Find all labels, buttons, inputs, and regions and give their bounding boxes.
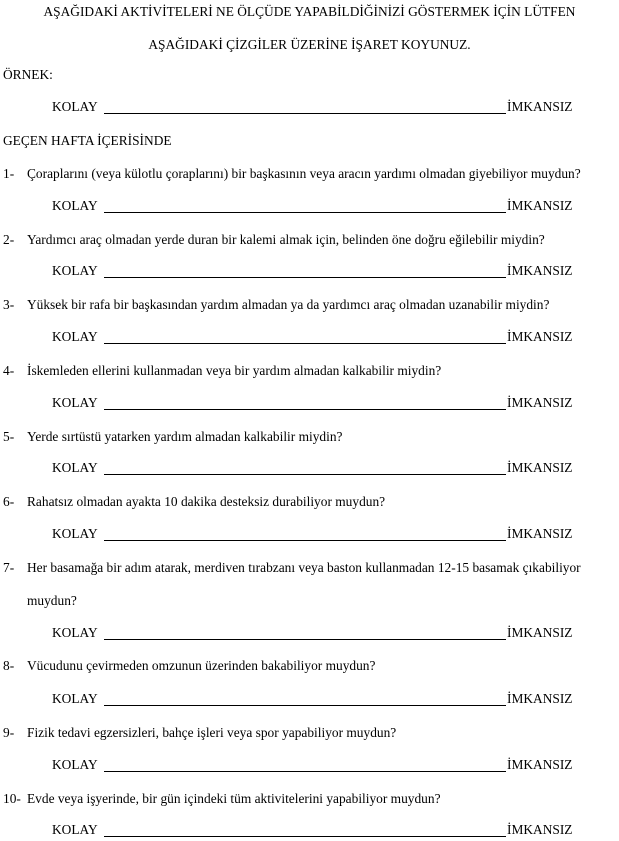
example-scale: [0, 99, 619, 117]
question-number: 5-: [3, 429, 15, 444]
scale-left-label: KOLAY: [52, 526, 98, 541]
scale-left-label: KOLAY: [52, 329, 98, 344]
question-text: Yüksek bir rafa bir başkasından yardım almadan ya da yardımcı araç olmadan uzanabilir miydin?: [27, 297, 550, 312]
question-number: 7-: [3, 560, 15, 575]
section-title: GEÇEN HAFTA İÇERİSİNDE: [3, 133, 172, 148]
instructions-line-1: AŞAĞIDAKİ AKTİVİTELERİ NE ÖLÇÜDE YAPABİLDİĞİNİZİ GÖSTERMEK İÇİN LÜTFEN: [43, 4, 576, 19]
question-2-scale: [0, 263, 619, 281]
scale-line[interactable]: [104, 474, 506, 475]
question-text-continued: muydun?: [27, 593, 77, 608]
question-text: Yerde sırtüstü yatarken yardım almadan kalkabilir miydin?: [27, 429, 343, 444]
scale-line[interactable]: [104, 836, 506, 837]
scale-left-label: KOLAY: [52, 757, 98, 772]
question-text: Fizik tedavi egzersizleri, bahçe işleri veya spor yapabiliyor muydun?: [27, 725, 397, 740]
scale-right-label: İMKANSIZ: [507, 460, 573, 475]
question-text: Rahatsız olmadan ayakta 10 dakika desteksiz durabiliyor muydun?: [27, 494, 386, 509]
scale-left-label: KOLAY: [52, 460, 98, 475]
question-4-scale: [0, 395, 619, 413]
scale-line[interactable]: [104, 277, 506, 278]
scale-right-label: İMKANSIZ: [507, 625, 573, 640]
scale-right-label: İMKANSIZ: [507, 329, 573, 344]
scale-line[interactable]: [104, 212, 506, 213]
scale-right-label: İMKANSIZ: [507, 99, 573, 114]
scale-right-label: İMKANSIZ: [507, 395, 573, 410]
scale-line[interactable]: [104, 540, 506, 541]
scale-right-label: İMKANSIZ: [507, 263, 573, 278]
question-1-scale: [0, 198, 619, 216]
question-3-scale: [0, 329, 619, 347]
scale-left-label: KOLAY: [52, 99, 98, 114]
scale-left-label: KOLAY: [52, 263, 98, 278]
scale-line[interactable]: [104, 639, 506, 640]
question-text: Çoraplarını (veya külotlu çoraplarını) bir başkasının veya aracın yardımı olmadan giyebiliyor muydun?: [27, 166, 581, 181]
scale-right-label: İMKANSIZ: [507, 198, 573, 213]
scale-right-label: İMKANSIZ: [507, 526, 573, 541]
scale-line[interactable]: [104, 705, 506, 706]
question-number: 4-: [3, 363, 15, 378]
example-label: ÖRNEK:: [3, 67, 53, 82]
question-9-scale: [0, 757, 619, 775]
scale-right-label: İMKANSIZ: [507, 757, 573, 772]
scale-line[interactable]: [104, 771, 506, 772]
question-number: 6-: [3, 494, 15, 509]
question-text: Yardımcı araç olmadan yerde duran bir kalemi almak için, belinden öne doğru eğilebilir miydin?: [27, 232, 545, 247]
scale-line[interactable]: [104, 343, 506, 344]
question-5-scale: [0, 460, 619, 478]
scale-left-label: KOLAY: [52, 198, 98, 213]
instructions-line-2: AŞAĞIDAKİ ÇİZGİLER ÜZERİNE İŞARET KOYUNUZ.: [148, 37, 471, 52]
question-6-scale: [0, 526, 619, 544]
question-number: 3-: [3, 297, 15, 312]
question-text: Vücudunu çevirmeden omzunun üzerinden bakabiliyor muydun?: [27, 658, 376, 673]
scale-left-label: KOLAY: [52, 395, 98, 410]
question-number: 1-: [3, 166, 15, 181]
question-number: 8-: [3, 658, 15, 673]
scale-right-label: İMKANSIZ: [507, 691, 573, 706]
question-10-scale: [0, 822, 619, 840]
question-text: İskemleden ellerini kullanmadan veya bir yardım almadan kalkabilir miydin?: [27, 363, 442, 378]
scale-left-label: KOLAY: [52, 625, 98, 640]
scale-left-label: KOLAY: [52, 691, 98, 706]
scale-left-label: KOLAY: [52, 822, 98, 837]
scale-right-label: İMKANSIZ: [507, 822, 573, 837]
scale-line[interactable]: [104, 409, 506, 410]
question-number: 10-: [3, 791, 21, 806]
question-8-scale: [0, 691, 619, 709]
question-number: 9-: [3, 725, 15, 740]
scale-line[interactable]: [104, 113, 506, 114]
question-text: Her basamağa bir adım atarak, merdiven tırabzanı veya baston kullanmadan 12-15 basamak çıkabiliyor: [27, 560, 581, 575]
question-text: Evde veya işyerinde, bir gün içindeki tüm aktivitelerini yapabiliyor muydun?: [27, 791, 441, 806]
question-7-scale: [0, 625, 619, 643]
question-number: 2-: [3, 232, 15, 247]
